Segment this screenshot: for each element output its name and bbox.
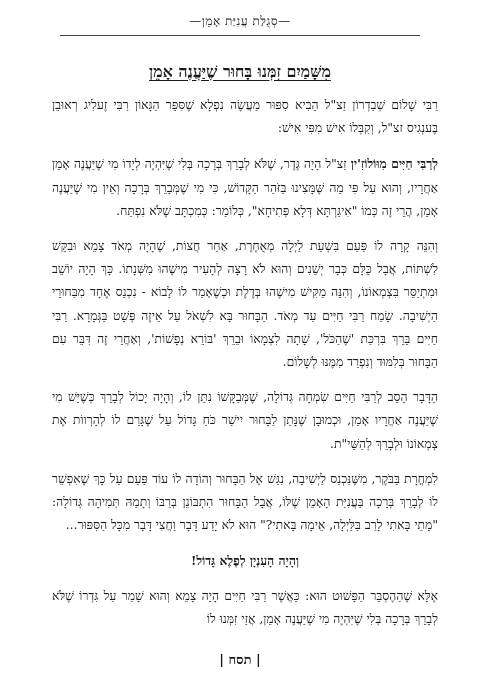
- article-body: [52, 94, 438, 643]
- page-number: | תסח |: [219, 653, 261, 668]
- paragraph-3-text: וְהִנֵּה קָרָה לוֹ פַּעַם בִּשְׁעַת לַיְלָה מְאֻחֶרֶת, אַחַר חֲצוֹת, שֶׁהָיָה מְאֹד צָמֵא וּבִקֵּשׁ לִשְׁתּוֹת, אֲבָל כֻּלָּם כְּבָר יְשֵׁנִים וְהוּא לֹא רָצָה לְהָעִיר מִישֶׁהוּ מִשְּׁנָתוֹ. כָּךְ הָיָה יוֹשֵׁב וּמִתְיַסֵּר בִּצְמְאוֹנוֹ, וְהִנֵּה מַקִּישׁ מִישֶׁהוּ בְּדֶלֶת וּכְשֶׁאָמַר לוֹ לָבוֹא - נִכְנַס אֶחָד מִבַּחוּרֵי הַיְשִׁיבָה. שָׂמַח רַבִּי חַיִּים עַד מְאֹד. הַבָּחוּר בָּא לִשְׁאֹל עַל אֵיזֶה פְּשָׁט בַּגְּמָרָא. רַבִּי חַיִּים בֵּרֵךְ בִּרְכַּת 'שֶׁהַכֹּל', שָׁתָה לִצְמָאוֹ וּבֵרֵךְ 'בּוֹרֵא נְפָשׁוֹת', וְאַחֲרֵי זֶה דִּבֵּר עִם הַבָּחוּר בְּלִמּוּד וְנִפְרַד מִמֶּנּוּ לְשָׁלוֹם.: [52, 239, 438, 370]
- article-title: מִשָּׁמַיִם זִמְּנוּ בָּחוּר שֶׁיַּעֲנֶה אָמֵן: [149, 62, 331, 81]
- paragraph-5-text: לִמְחֳרָת בַּבֹּקֶר, מִשֶּׁנִּכְנַס לַיְשִׁיבָה, נִגַּשׁ אֶל הַבָּחוּר וְהוֹדָה לוֹ עוֹד פַּעַם עַל כָּךְ שֶׁאִפְשֵׁר לוֹ לְבָרֵךְ בְּרָכָה בַּעֲנִיַּת הָאָמֵן שֶׁלּוֹ, אֲבָל הַבָּחוּר הִתְבּוֹנֵן בְּרַבּוֹ וְתָמַהּ תְּמִיהָה גְּדוֹלָה: "מָתַי בָּאתִי לָרַב בַּלַּיְלָה, אֵימָה בָּאתִי?" הוּא לֹא יָדַע דָּבָר וַחֲצִי דָּבָר מִכָּל הַסִּפּוּר...: [52, 471, 438, 533]
- paragraph-7-text: אֶלָּא שֶׁהַהֶסְבֵּר הַפָּשׁוּט הוּא: כַּאֲשֶׁר רַבִּי חַיִּים הָיָה צָמֵא וְהוּא שָׁמַר עַל גִּדְרוֹ שֶׁלֹּא לְבָרֵךְ בְּרָכָה בְּלִי שֶׁיִּהְיֶה מִי שֶׁיַּעֲנֶה אָמֵן, אֲזַי זִמְּנוּ לוֹ: [52, 588, 438, 626]
- header-divider: [60, 35, 420, 36]
- paragraph-7: [52, 585, 438, 631]
- paragraph-3: [52, 235, 438, 374]
- paragraph-2-text: זַצ"ל הָיָה גֶּדֶר, שֶׁלֹּא לְבָרֵךְ בְּרָכָה בְּלִי שֶׁיִּהְיֶה לְיָדוֹ מִי שֶׁיַּעֲנֶה אָמֵן אַחֲרָיו, וְהוּא עַל פִּי מַה שֶּׁמָּצִינוּ בַּזֹּהַר הַקָּדוֹשׁ, כִּי מִי שֶׁמְּבָרֵךְ בְּרָכָה וְאֵין מִי שֶׁיַּעֲנֶה אָמֵן, הֲרֵי זֶה כְּמוֹ "אִיגַּרְתָּא דְּלָא פְּתִיחָא", כְּלוֹמַר: כְּמִכְתָּב שֶׁלֹּא נִפְתַּח.: [52, 157, 438, 218]
- paragraph-6-text: וְהָיָה הָעִנְיָן לְפֶלֶא גָּדוֹל!: [190, 553, 300, 569]
- paragraph-1-text: רַבִּי שָׁלוֹם שְׁבַדְרוֹן זַצ"ל הֵבִיא סִפּוּר מַעֲשֶׂה נִפְלָא שֶׁסִּפֵּר הַגָּאוֹן רַבִּי זֶעלִיג רְאוּבֵן בֶּענְגִיס זצ"ל, וְקִבְּלוֹ אִישׁ מִפִּי אִישׁ:: [52, 98, 438, 136]
- running-header: —סְגֻלַּת עֲנִיַּת אָמֵן—: [189, 14, 291, 28]
- paragraph-4-text: הַדָּבָר הֵסֵב לְרַבִּי חַיִּים שִׂמְחָה גְּדוֹלָה, שֶׁמְּבַקָּשׁוֹ נִתַּן לוֹ, וְהָיָה יָכוֹל לְבָרֵךְ כְּשֶׁיֵּשׁ מִי שֶׁיַּעֲנֶה אַחֲרָיו אָמֵן, וּכְמוּבָן שֶׁנָּתַן לַבָּחוּר יִישַׁר כֹּחַ גָּדוֹל עַל שֶׁגָּרַם לוֹ לְהָרְווֹת אֶת צְמְאוֹנוֹ וּלְבָרֵךְ לְהַשֵּׁי"ת.: [52, 390, 438, 451]
- paragraph-2: [52, 152, 438, 223]
- paragraph-4: [52, 386, 438, 456]
- paragraph-6: [52, 549, 438, 572]
- paragraph-2-lead: לְרַבִּי חַיִּים מִוּוֹלוֹזִ'ין: [350, 156, 438, 172]
- paragraph-1: [52, 94, 438, 140]
- paragraph-5: [52, 468, 438, 538]
